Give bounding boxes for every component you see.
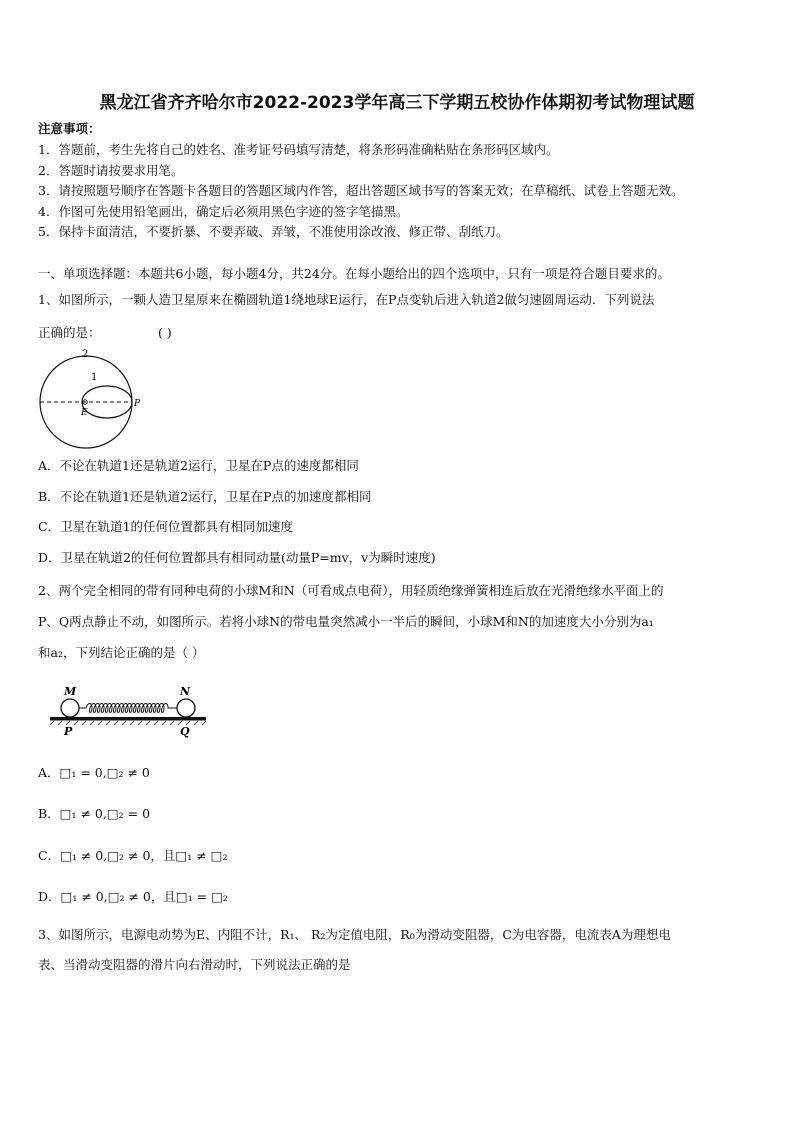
q1-option-a: A．不论在轨道1还是轨道2运行，卫星在P点的速度都相同 (38, 458, 359, 473)
q2-option-c: C．□₁ ≠ 0,□₂ ≠ 0，且□₁ ≠ □₂ (38, 848, 228, 863)
question-3-stem-cont: 表、当滑动变阻器的滑片向右滑动时，下列说法正确的是 (38, 957, 351, 972)
q2-option-d: D．□₁ ≠ 0,□₂ ≠ 0，且□₁ = □₂ (38, 889, 228, 904)
question-1-stem-cont: 正确的是： (38, 325, 101, 340)
point-q-label: Q (180, 725, 190, 738)
q1-option-b: B．不论在轨道1还是轨道2运行，卫星在P点的加速度都相同 (38, 489, 372, 504)
spring-figure (46, 682, 210, 738)
notice-item: 4．作图可先使用铅笔画出，确定后必须用黑色字迹的签字笔描黑。 (38, 204, 409, 219)
orbit-1-label: 1 (91, 372, 98, 383)
ball-m-label: M (64, 685, 77, 698)
page-title: 黑龙江省齐齐哈尔市2022-2023学年高三下学期五校协作体期初考试物理试题 (99, 93, 695, 113)
question-2-stem-cont: 和a₂，下列结论正确的是（ ） (38, 645, 205, 660)
notice-heading: 注意事项： (38, 121, 101, 136)
notice-item: 2．答题时请按要求用笔。 (38, 163, 184, 178)
section-heading: 一、单项选择题：本题共6小题，每小题4分，共24分。在每小题给出的四个选项中，只有一项是符合题目要求的。 (38, 266, 670, 281)
question-3-stem: 3、如图所示，电源电动势为E、内阻不计，R₁、 R₂为定值电阻，R₀为滑动变阻器，C为电容器，电流表A为理想电 (38, 927, 671, 942)
answer-paren: ( ) (158, 325, 172, 340)
ball-m (61, 699, 79, 717)
notice-item: 3．请按照题号顺序在答题卡各题目的答题区域内作答，超出答题区域书写的答案无效；在草稿纸、试卷上答题无效。 (38, 183, 684, 198)
spring (79, 704, 177, 713)
q1-option-d: D．卫星在轨道2的任何位置都具有相同动量(动量P=mv，v为瞬时速度) (38, 550, 436, 565)
question-1-stem: 1、如图所示，一颗人造卫星原来在椭圆轨道1绕地球E运行，在P点变轨后进入轨道2做匀速圆周运动．下列说法 (38, 292, 655, 307)
q2-option-b: B．□₁ ≠ 0,□₂ = 0 (38, 806, 151, 821)
ball-n (177, 699, 195, 717)
q1-option-c: C．卫星在轨道1的任何位置都具有相同加速度 (38, 519, 294, 534)
notice-item: 5．保持卡面清洁，不要折暴、不要弄破、弄皱，不准使用涂改液、修正带、刮纸刀。 (38, 224, 509, 239)
point-p-label: P (134, 399, 141, 409)
ball-n-label: N (180, 685, 191, 698)
notice-item: 1．答题前，考生先将自己的姓名、准考证号码填写清楚，将条形码准确粘贴在条形码区域内。 (38, 142, 559, 157)
orbit-figure (36, 346, 154, 452)
earth-label: E (81, 408, 88, 418)
orbit-2-label: 2 (82, 349, 89, 360)
question-2-stem: 2、两个完全相同的带有同种电荷的小球M和N（可看成点电荷），用轻质绝缘弹簧相连后放在光滑绝缘水平面上的 (38, 583, 664, 598)
question-2-stem-cont: P、Q两点静止不动，如图所示。若将小球N的带电量突然减小一半后的瞬间，小球M和N的加速度大小分别为a₁ (38, 614, 654, 629)
ground-surface (50, 717, 206, 721)
q2-option-a: A．□₁ = 0,□₂ ≠ 0 (38, 765, 150, 780)
point-p-label: P (64, 725, 73, 738)
